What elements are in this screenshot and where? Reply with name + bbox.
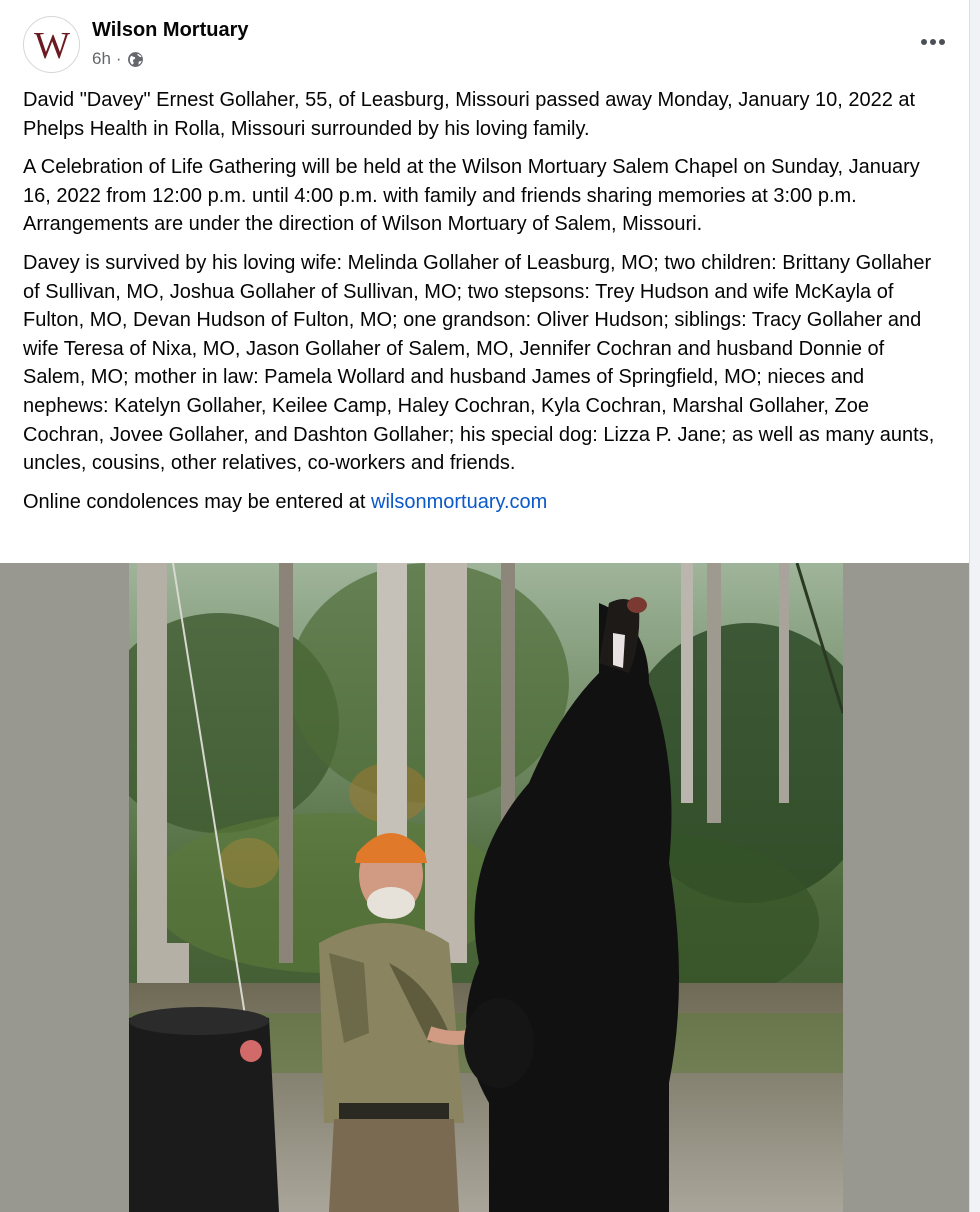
photo-man-with-bear <box>129 563 843 1212</box>
post-paragraph-survivors: Davey is survived by his loving wife: Melinda Gollaher of Leasburg, MO; two children: Brittany Gollaher of Sullivan, MO, Joshua Gollaher of Sullivan, MO; two stepsons: Trey Hudson and wife McKayla of Fulton, MO, Devan Hudson of Fulton, MO; one grandson: Oliver Hudson; siblings: Tracy Gollaher and wife Teresa of Nixa, MO, Jason Gollaher of Salem, MO, Jennifer Cochran and husband Donnie of Salem, MO; mother in law: Pamela Wollard and husband James of Springfield, MO; nieces and nephews: Katelyn Gollaher, Keilee Camp, Haley Cochran, Kyla Cochran, Marshal Gollaher, Zoe Cochran, Jovee Gollaher, and Dashton Gollaher; his special dog: Lizza P. Jane; as well as many aunts, uncles, cousins, other relatives, co-workers and friends. <box>23 251 935 475</box>
post-timestamp[interactable]: 6h <box>92 49 111 68</box>
post-header <box>23 16 953 76</box>
post-paragraph-service: A Celebration of Life Gathering will be held at the Wilson Mortuary Salem Chapel on Sunday, January 16, 2022 from 12:00 p.m. until 4:00 p.m. with family and friends sharing memories at 3:00 p.m. Arrangements are under the direction of Wilson Mortuary of Salem, Missouri. <box>23 156 920 236</box>
wilson-logo <box>29 22 75 68</box>
post-text <box>23 86 951 526</box>
post-paragraph-obituary: David "Davey" Ernest Gollaher, 55, of Leasburg, Missouri passed away Monday, January 10, 2022 at Phelps Health in Rolla, Missouri surrounded by his loving family. <box>23 89 916 140</box>
page-avatar[interactable] <box>23 16 80 73</box>
post-photo[interactable] <box>129 563 843 1212</box>
post-photo-container[interactable] <box>0 563 970 1212</box>
post-paragraph-condolences <box>23 488 951 517</box>
post-meta <box>92 49 144 69</box>
meta-separator: · <box>115 49 122 68</box>
page-name-link[interactable]: Wilson Mortuary <box>92 19 249 41</box>
logo-letter: W <box>33 24 70 67</box>
more-horizontal-icon <box>920 38 946 46</box>
globe-icon[interactable] <box>127 51 144 68</box>
condolence-text: Online condolences may be entered at <box>23 490 371 513</box>
more-options-button[interactable] <box>913 26 953 58</box>
website-link[interactable]: wilsonmortuary.com <box>371 490 548 513</box>
